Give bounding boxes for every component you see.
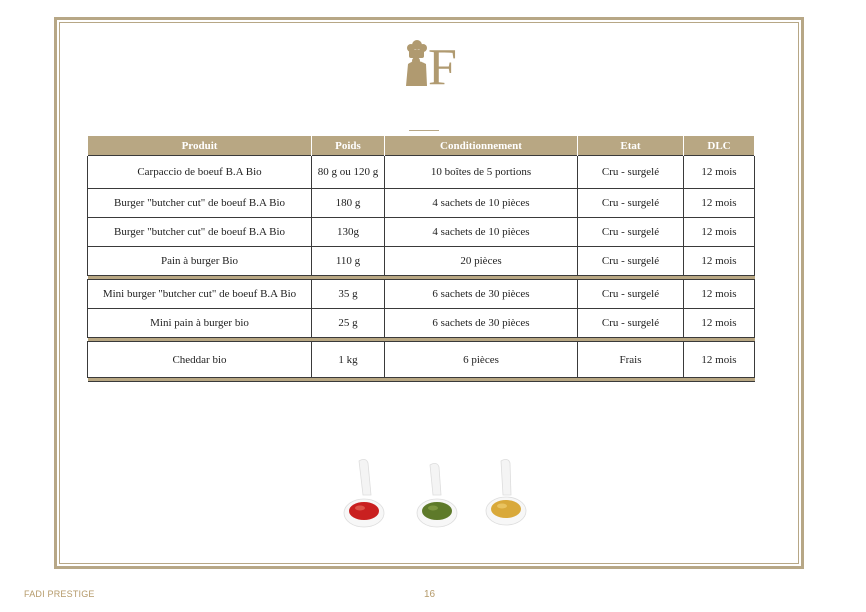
- cell-conditionnement: 4 sachets de 10 pièces: [385, 189, 578, 218]
- header-dlc: DLC: [684, 136, 755, 156]
- cell-etat: Cru - surgelé: [578, 156, 684, 189]
- cell-poids: 130g: [312, 218, 385, 247]
- cell-etat: Cru - surgelé: [578, 247, 684, 276]
- cell-conditionnement: 6 sachets de 30 pièces: [385, 309, 578, 338]
- cell-etat: Frais: [578, 342, 684, 378]
- cell-produit: Mini pain à burger bio: [88, 309, 312, 338]
- cell-etat: Cru - surgelé: [578, 309, 684, 338]
- table-row: [88, 218, 755, 247]
- green-sauce-spoon: [417, 463, 457, 527]
- red-sauce-spoon: [344, 459, 384, 527]
- table-row: [88, 280, 755, 309]
- cell-conditionnement: 6 pièces: [385, 342, 578, 378]
- cell-poids: 110 g: [312, 247, 385, 276]
- cell-poids: 80 g ou 120 g: [312, 156, 385, 189]
- cell-etat: Cru - surgelé: [578, 280, 684, 309]
- cell-produit: Mini burger "butcher cut" de boeuf B.A Bio: [88, 280, 312, 309]
- table-row: [88, 189, 755, 218]
- table-row: [88, 309, 755, 338]
- table-row: [88, 342, 755, 378]
- cell-poids: 25 g: [312, 309, 385, 338]
- cell-etat: Cru - surgelé: [578, 218, 684, 247]
- brand-logo: [400, 34, 460, 90]
- table-row: [88, 247, 755, 276]
- logo-letter: F: [428, 39, 457, 90]
- cell-conditionnement: 10 boîtes de 5 portions: [385, 156, 578, 189]
- cell-etat: Cru - surgelé: [578, 189, 684, 218]
- cell-produit: Burger "butcher cut" de boeuf B.A Bio: [88, 218, 312, 247]
- logo-divider: [409, 130, 439, 131]
- cell-dlc: 12 mois: [684, 156, 755, 189]
- cell-dlc: 12 mois: [684, 280, 755, 309]
- cell-poids: 180 g: [312, 189, 385, 218]
- cell-dlc: 12 mois: [684, 309, 755, 338]
- table-header-row: [88, 136, 755, 156]
- header-produit: Produit: [88, 136, 312, 156]
- cell-dlc: 12 mois: [684, 218, 755, 247]
- header-conditionnement: Conditionnement: [385, 136, 578, 156]
- cell-produit: Carpaccio de boeuf B.A Bio: [88, 156, 312, 189]
- cell-produit: Burger "butcher cut" de boeuf B.A Bio: [88, 189, 312, 218]
- cell-conditionnement: 20 pièces: [385, 247, 578, 276]
- sauce-spoons-photo: [335, 455, 535, 535]
- cell-produit: Pain à burger Bio: [88, 247, 312, 276]
- cell-conditionnement: 4 sachets de 10 pièces: [385, 218, 578, 247]
- product-table: [87, 136, 755, 382]
- cell-produit: Cheddar bio: [88, 342, 312, 378]
- cell-poids: 1 kg: [312, 342, 385, 378]
- table-row: [88, 156, 755, 189]
- cell-poids: 35 g: [312, 280, 385, 309]
- header-poids: Poids: [312, 136, 385, 156]
- cell-dlc: 12 mois: [684, 189, 755, 218]
- yellow-sauce-spoon: [486, 459, 526, 525]
- page-number: 16: [424, 589, 436, 600]
- group-separator: [88, 378, 755, 382]
- cell-dlc: 12 mois: [684, 342, 755, 378]
- cell-dlc: 12 mois: [684, 247, 755, 276]
- header-etat: Etat: [578, 136, 684, 156]
- footer-brand: FADI PRESTIGE: [24, 589, 95, 599]
- cell-conditionnement: 6 sachets de 30 pièces: [385, 280, 578, 309]
